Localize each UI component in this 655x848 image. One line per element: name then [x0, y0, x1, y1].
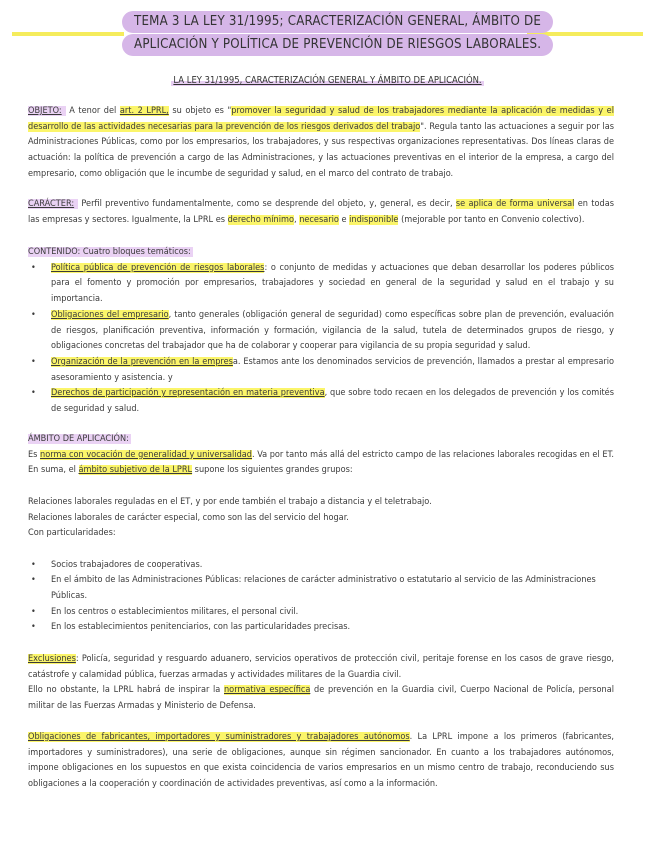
spacer [28, 479, 614, 495]
section-subtitle: LA LEY 31/1995, CARACTERIZACIÓN GENERAL Y ÁMBITO DE APLICACIÓN. [173, 75, 482, 86]
list-item: • Derechos de participación y representación en materia preventiva, que sobre todo recaen en los delegados de prevención y los comités de seguridad y salud. [28, 386, 614, 417]
exclusiones-paragraph-2: Ello no obstante, la LPRL habrá de inspirar la normativa específica de prevención en la Guardia civil, Cuerpo Nacional de Policía, personal militar de las Fuerzas Armadas y Ministerio de Defensa. [28, 685, 614, 712]
ambito-line: Relaciones laborales reguladas en el ET, y por ende también el trabajo a distancia y el teletrabajo. [28, 496, 432, 507]
ambito-heading: ÁMBITO DE APLICACIÓN: [28, 434, 129, 444]
obligaciones-paragraph: Obligaciones de fabricantes, importadores y suministradores y trabajadores autónomos. La LPRL impone a los primeros (fabricantes, importadores y suministradores), una serie de obligaciones, aunque sin régimen sancionador. En cuanto a los trabajadores autónomos, impone obligaciones en los supuestos en que exista coincidencia de varios empresarios en un mismo centro de trabajo, reconduciendo sus obligaciones a la cooperación y coordinación de actividades preventivas, así como a la información. [28, 732, 614, 790]
list-item: • Socios trabajadores de cooperativas. [28, 558, 614, 574]
contenido-list [28, 261, 614, 418]
contenido-section [28, 245, 614, 418]
objeto-label: OBJETO: [28, 106, 66, 116]
list-item: • En el ámbito de las Administraciones Públicas: relaciones de carácter administrativo o estatutario al servicio de las Administraciones Públicas. [28, 573, 614, 604]
list-item: • Obligaciones del empresario, tanto generales (obligación general de seguridad) como específicas sobre plan de prevención, evaluación de riesgos, planificación preventiva, información y formación, vigilancia de la salud, tutela de determinados grupos de riesgo, y obligaciones concretas del trabajador que ha de colaborar y cooperar para vigilancia de su propia seguridad y salud. [28, 308, 614, 355]
header-decor-line-left [12, 32, 124, 36]
ambito-section [28, 432, 614, 636]
contenido-heading: CONTENIDO: Cuatro bloques temáticos: [28, 247, 191, 257]
list-item: • En los establecimientos penitenciarios, con las particularidades precisas. [28, 620, 614, 636]
title-line-2: APLICACIÓN Y POLÍTICA DE PREVENCIÓN DE RIESGOS LABORALES. [122, 34, 553, 56]
ambito-paragraph: Es norma con vocación de generalidad y universalidad. Va por tanto más allá del estricto campo de las relaciones laborales recogidas en el ET. En suma, el ámbito subjetivo de la LPRL supone los siguientes grandes grupos: [28, 449, 614, 476]
list-item: • En los centros o establecimientos militares, el personal civil. [28, 605, 614, 621]
page-title [122, 10, 542, 56]
list-item: • Organización de la prevención en la empresa. Estamos ante los denominados servicios de prevención, llamados a prestar al empresario asesoramiento y asistencia. y [28, 355, 614, 386]
objeto-paragraph: OBJETO: A tenor del art. 2 LPRL, su objeto es "promover la seguridad y salud de los trabajadores mediante la aplicación de medidas y el desarrollo de las actividades necesarias para la prevención de los riesgos derivados del trabajo". Regula tanto las actuaciones a seguir por las Administraciones Públicas, como por los empresarios, los trabajadores, y sus respectivas organizaciones representativas. Dos líneas claras de actuación: la política de prevención a cargo de las Administraciones, y las actuaciones preventivas en el interior de la empresa, a cargo del empresario, como obligación que le incumbe de seguridad y salud, en el marco del contrato de trabajo. [28, 106, 614, 179]
ambito-line: Relaciones laborales de carácter especial, como son las del servicio del hogar. [28, 512, 349, 523]
caracter-section [28, 197, 614, 228]
caracter-label: CARÁCTER: [28, 199, 78, 209]
list-item: • Política pública de prevención de riesgos laborales: o conjunto de medidas y actuaciones que deban desarrollar los poderes públicos para el fomento y promoción por empresarios, trabajadores y sociedad en general de la seguridad y salud en el trabajo y su importancia. [28, 261, 614, 308]
exclusiones-paragraph: Exclusiones: Policía, seguridad y resguardo aduanero, servicios operativos de protección civil, peritaje forense en los casos de grave riesgo, catástrofe y calamidad pública, fuerzas armadas y actividades militares de la Guardia civil. [28, 654, 614, 680]
caracter-paragraph: CARÁCTER: Perfil preventivo fundamentalmente, como se desprende del objeto, y, general, es decir, se aplica de forma universal en todas las empresas y sectores. Igualmente, la LPRL es derecho mínimo, necesario e indisponible (mejorable por tanto en Convenio colectivo). [28, 199, 614, 225]
exclusiones-section [28, 652, 614, 715]
exclusiones-label: Exclusiones [28, 654, 76, 664]
obligaciones-section [28, 730, 614, 793]
ambito-line: Con particularidades: [28, 528, 116, 539]
ambito-list [28, 558, 614, 637]
title-line-1: TEMA 3 LA LEY 31/1995; CARACTERIZACIÓN GENERAL, ÁMBITO DE [122, 11, 553, 33]
spacer [28, 542, 614, 558]
objeto-section [28, 104, 614, 183]
